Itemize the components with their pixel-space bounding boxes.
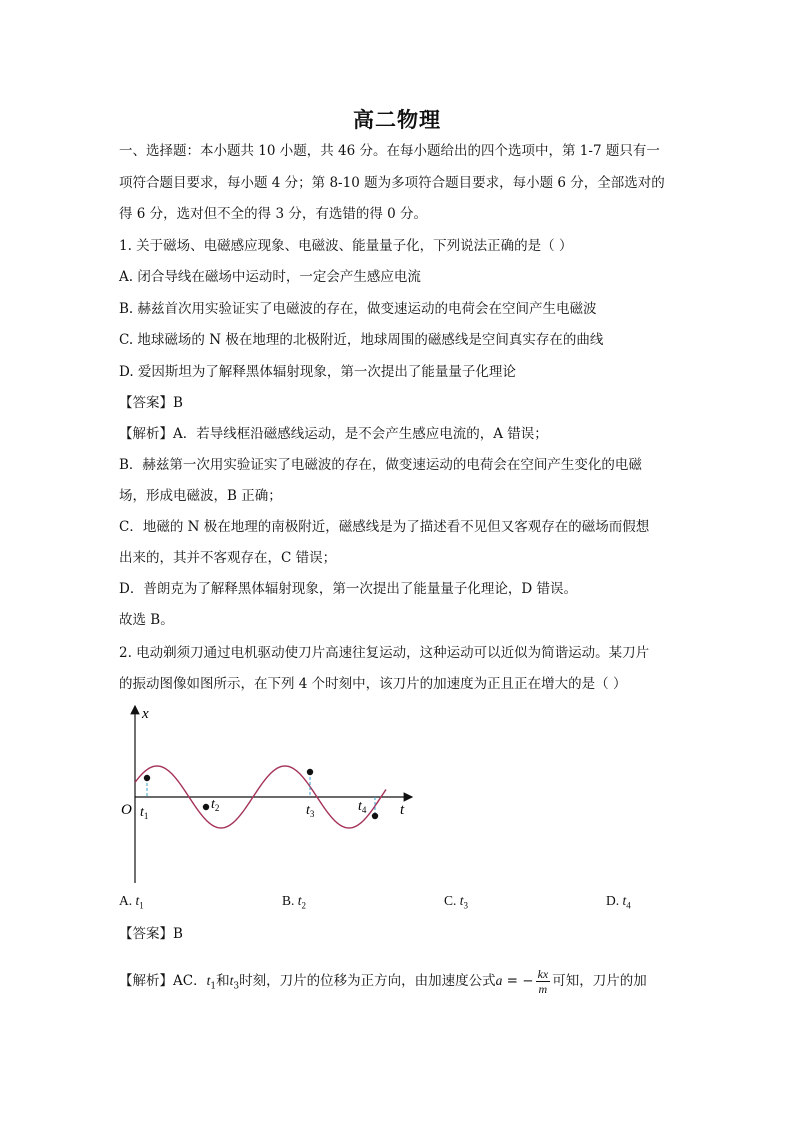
q1-analysis-6: D．普朗克为了解释黑体辐射现象，第一次提出了能量量子化理论，D 错误。 <box>119 581 577 597</box>
acceleration-fraction: $\frac{kx}{m}$ <box>537 967 549 996</box>
q1-analysis-4: C．地磁的 N 极在地理的南极附近，磁感线是为了描述看不见但又客观存在的磁场而假想 <box>119 519 650 535</box>
t3-point <box>307 769 313 775</box>
t2-label: $t_2$ <box>211 797 220 813</box>
t1-point <box>144 775 150 781</box>
q2-analysis: 【解析】AC．$t_1$和$t_3$时刻，刀片的位移为正方向，由加速度公式a = − $\frac{kx}{m}$ 可知，刀片的加 <box>119 967 647 996</box>
intro-line-1: 一、选择题：本小题共 10 小题，共 46 分。在每小题给出的四个选项中，第 1-7 题只有一 <box>119 143 660 159</box>
q2-option-d: D. $t_4$ <box>606 893 631 911</box>
q1-option-b: B. 赫兹首次用实验证实了电磁波的存在，做变速运动的电荷会在空间产生电磁波 <box>119 301 597 317</box>
t2-point <box>203 804 209 810</box>
q2-answer: 【答案】B <box>119 926 183 942</box>
q2-stem-2: 的振动图像如图所示，在下列 4 个时刻中，该刀片的加速度为正且正在增大的是（ ） <box>119 676 627 692</box>
q1-option-d: D. 爱因斯坦为了解释黑体辐射现象，第一次提出了能量量子化理论 <box>119 364 516 380</box>
x-axis-label: x <box>142 706 149 722</box>
q2-option-c: C. $t_3$ <box>444 893 469 911</box>
intro-line-2: 项符合题目要求，每小题 4 分；第 8-10 题为多项符合题目要求，每小题 6 分，全部选对的 <box>119 175 665 191</box>
q1-option-c: C. 地球磁场的 N 极在地理的北极附近，地球周围的磁感线是空间真实存在的曲线 <box>119 332 604 348</box>
q1-option-a: A. 闭合导线在磁场中运动时，一定会产生感应电流 <box>119 269 421 285</box>
q1-stem: 1. 关于磁场、电磁感应现象、电磁波、能量量子化，下列说法正确的是（ ） <box>119 238 573 254</box>
q1-analysis-3: 场，形成电磁波，B 正确； <box>119 488 282 504</box>
q1-analysis-5: 出来的，其并不客观存在，C 错误； <box>119 550 337 566</box>
t3-label: $t_3$ <box>306 803 315 819</box>
t4-point <box>372 813 378 819</box>
t-axis-label: t <box>400 802 405 818</box>
intro-line-3: 得 6 分，选对但不全的得 3 分，有选错的得 0 分。 <box>119 206 428 222</box>
t4-label: $t_4$ <box>358 799 367 815</box>
q1-answer: 【答案】B <box>119 395 183 411</box>
q2-stem-1: 2. 电动剃须刀通过电机驱动使刀片高速往复运动，这种运动可以近似为简谐运动。某刀片 <box>119 645 650 661</box>
q2-option-b: B. $t_2$ <box>282 893 307 911</box>
origin-label: O <box>121 802 132 818</box>
q1-analysis-2: B．赫兹第一次用实验证实了电磁波的存在，做变速运动的电荷会在空间产生变化的电磁 <box>119 457 642 473</box>
page-title: 高二物理 <box>353 107 441 132</box>
t1-label: $t_1$ <box>140 805 149 821</box>
q2-option-a: A. $t_1$ <box>119 893 144 911</box>
q1-analysis-1: 【解析】A．若导线框沿磁感线运动，是不会产生感应电流的，A 错误； <box>119 426 548 442</box>
vibration-graph <box>110 700 420 890</box>
q1-conclusion: 故选 B。 <box>119 612 174 628</box>
